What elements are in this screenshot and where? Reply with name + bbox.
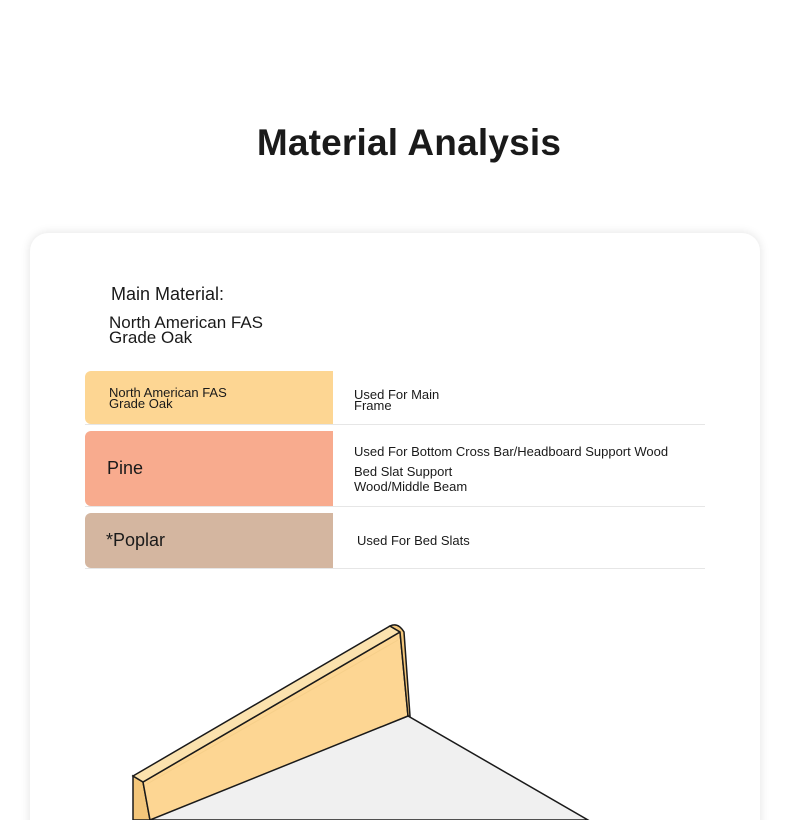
main-material-value-line2: Grade Oak — [109, 328, 193, 347]
usage-line1: Used For Main — [354, 386, 440, 402]
material-cell-poplar: *Poplar — [85, 513, 333, 568]
material-name-line2: Grade Oak — [109, 395, 173, 411]
usage-line2: Bed Slat Support — [354, 463, 453, 479]
usage-line2: Frame — [354, 397, 392, 413]
usage-line1: Used For Bed Slats — [357, 533, 470, 548]
material-cell-pine: Pine — [85, 431, 333, 506]
usage-line1: Used For Bottom Cross Bar/Headboard Support Wood — [354, 443, 669, 459]
usage-line3: Wood/Middle Beam — [354, 478, 468, 494]
page-title: Material Analysis — [256, 122, 562, 163]
material-name-line1: North American FAS — [109, 384, 227, 400]
main-material-label: Main Material: — [111, 284, 225, 304]
main-material-value-line1: North American FAS — [109, 313, 264, 332]
